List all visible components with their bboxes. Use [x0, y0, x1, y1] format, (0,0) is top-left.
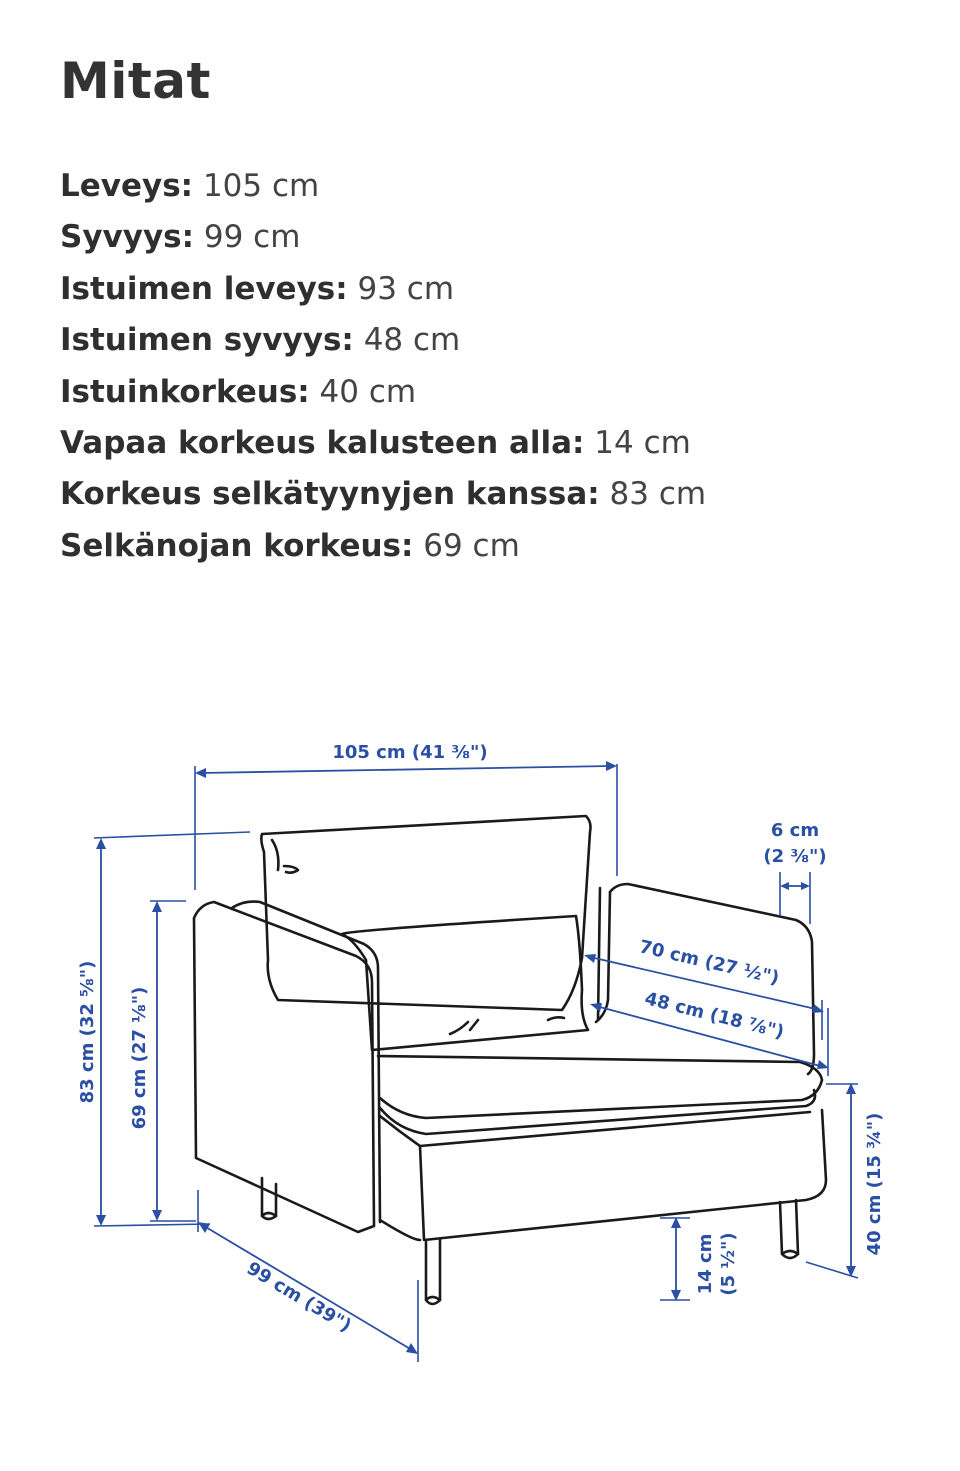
- dimension-row-depth: [60, 215, 706, 266]
- dimension-value: 48 cm: [363, 322, 461, 359]
- dimension-label: Istuinkorkeus:: [60, 373, 310, 410]
- dimension-value: 14 cm: [594, 424, 691, 461]
- dimension-value: 69 cm: [423, 527, 520, 564]
- dimension-value: 105 cm: [202, 168, 320, 204]
- label-clearance-cm: 14 cm: [695, 1233, 716, 1295]
- dimension-value: 40 cm: [319, 373, 417, 410]
- back-cushion: [261, 816, 590, 1010]
- armchair-dimension-diagram: [0, 720, 960, 1420]
- label-arm-width-cm: 6 cm: [770, 820, 820, 841]
- dimension-label: Istuimen syvyys:: [60, 322, 354, 359]
- label-depth: 99 cm (39"): [242, 1257, 355, 1337]
- dimension-label: Vapaa korkeus kalusteen alla:: [60, 424, 585, 461]
- label-back-height: 69 cm (27 ⅛"): [129, 986, 150, 1130]
- dimension-label: Istuimen leveys:: [60, 270, 348, 307]
- label-width: 105 cm (41 ⅜"): [332, 742, 488, 763]
- label-clearance-in: (5 ½"): [718, 1232, 739, 1296]
- dimension-row-width: [60, 164, 706, 215]
- leg-front-right: [780, 1200, 798, 1258]
- dimension-row-clearance: [60, 421, 706, 472]
- dimension-label: Syvyys:: [60, 219, 195, 256]
- right-arm: [610, 884, 814, 1074]
- dimension-value: 93 cm: [357, 270, 455, 307]
- leg-front-left: [426, 1240, 440, 1304]
- dimension-row-seat-height: [60, 370, 706, 421]
- label-arm-width-in: (2 ⅜"): [763, 846, 827, 867]
- left-arm: [194, 902, 374, 1232]
- dimension-row-seat-depth: [60, 318, 706, 369]
- dimension-value: 99 cm: [203, 219, 301, 256]
- dimension-label: Korkeus selkätyynyjen kanssa:: [60, 476, 600, 513]
- dimension-label: Selkänojan korkeus:: [60, 527, 414, 564]
- dimension-list: [60, 164, 706, 575]
- armchair-drawing: [194, 816, 826, 1304]
- label-seat-height: 40 cm (15 ¾"): [864, 1112, 885, 1256]
- dimension-row-seat-width: [60, 267, 706, 318]
- label-seat-depth: 48 cm (18 ⅞"): [642, 988, 787, 1044]
- dimension-row-back-height: [60, 524, 706, 575]
- dimension-row-height-cushions: [60, 472, 706, 523]
- dimension-value: 83 cm: [609, 476, 707, 513]
- dimension-label: Leveys:: [60, 168, 194, 204]
- label-seat-depth-total: 70 cm (27 ½"): [637, 936, 782, 989]
- label-height-total: 83 cm (32 ⅝"): [77, 960, 98, 1104]
- page-title: Mitat: [60, 52, 211, 110]
